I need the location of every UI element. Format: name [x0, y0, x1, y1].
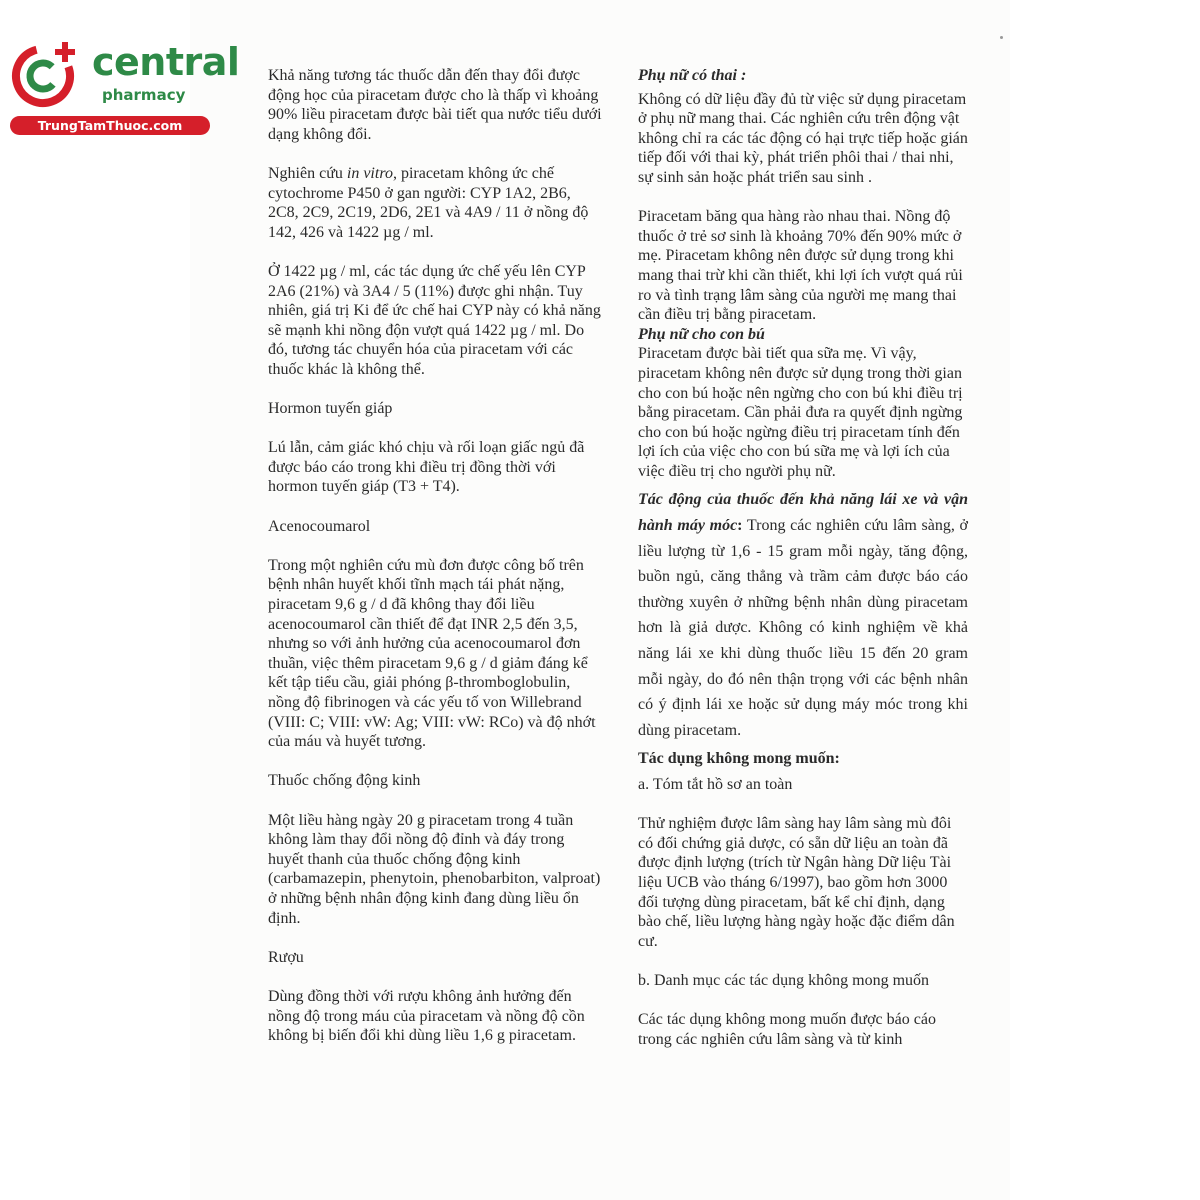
heading-adverse-effects: Tác dụng không mong muốn:: [638, 750, 840, 768]
heading-pregnancy: Phụ nữ có thai :: [638, 67, 747, 84]
paragraph-anticonvulsants: Một liều hàng ngày 20 g piracetam trong 4 tuần không làm thay đổi nồng độ đỉnh và đáy trong huyết thanh của thuốc chống động kinh (carbamazepin, phenytoin, phenobarbiton, valproat) ở những bệnh nhân động kinh đang dùng liều ổn định.: [268, 811, 601, 927]
paragraph-cyp-inhibition: Ở 1422 µg / ml, các tác dụng ức chế yếu lên CYP 2A6 (21%) và 3A4 / 5 (11%) được ghi nhận. Tuy nhiên, giá trị Ki để ức chế hai CYP này có khả năng sẽ mạnh khi nồng độn vượt quá 1422 µg / ml. Do đó, tương tác chuyển hóa của piracetam với các thuốc khác là không thể.: [268, 262, 601, 378]
paragraph-acenocoumarol: Trong một nghiên cứu mù đơn được công bố trên bệnh nhân huyết khối tĩnh mạch tái phát nặng, piracetam 9,6 g / d đã không thay đổi liều acenocoumarol cần thiết để đạt INR 2,5 đến 3,5, nhưng so với ảnh hưởng của acenocoumarol đơn thuần, việc thêm piracetam 9,6 g / d giảm đáng kể kết tập tiểu cầu, giải phóng β-thromboglobulin, nồng độ fibrinogen và các yếu tố von Willebrand (VIII: C; VIII: vW: Ag; VIII: vW: RCo) và độ nhớt của máu và huyết tương.: [268, 556, 596, 751]
scan-speck: [1000, 36, 1003, 39]
paragraph-safety-summary: Thử nghiệm được lâm sàng hay lâm sàng mù đôi có đối chứng giả dược, có sẵn dữ liệu an toàn đã được định lượng (trích từ Ngân hàng Dữ liệu Tài liệu UCB vào tháng 6/1997), bao gồm hơn 3000 đối tượng dùng piracetam, bất kể chỉ định, dạng bào chế, liều lượng hàng ngày hoặc đặc điểm dân cư.: [638, 815, 955, 950]
in-vitro-italic: in vitro: [346, 164, 393, 182]
heading-driving: Tác động của thuốc đến khả năng lái xe và vận hành máy móc: [638, 491, 968, 535]
right-column: [638, 66, 968, 1049]
subheading-safety-summary: a. Tóm tắt hồ sơ an toàn: [638, 776, 793, 793]
brand-url-badge[interactable]: TrungTamThuoc.com: [10, 116, 210, 135]
paragraph-adverse-list: Các tác dụng không mong muốn được báo cáo trong các nghiên cứu lâm sàng và từ kinh: [638, 1011, 936, 1048]
in-vitro-rest: , piracetam không ức chế cytochrome P450 ở gan người: CYP 1A2, 2B6, 2C8, 2C9, 2C19, 2D6, 2E1 và 4A9 / 11 ở nồng độ 142, 426 và 1422 µg / ml.: [268, 164, 589, 241]
in-vitro-prefix: Nghiên cứu: [268, 164, 347, 182]
paragraph-alcohol: Dùng đồng thời với rượu không ảnh hưởng đến nồng độ trong máu của piracetam và nồng độ cồn không bị biến đổi khi dùng liều 1,6 g piracetam.: [268, 987, 585, 1045]
paragraph-in-vitro: [268, 164, 603, 242]
heading-thyroid-hormone: Hormon tuyến giáp: [268, 400, 393, 418]
paragraph-thyroid-hormone: Lú lẫn, cảm giác khó chịu và rối loạn giấc ngủ đã được báo cáo trong khi điều trị đồng thời với hormon tuyến giáp (T3 + T4).: [268, 439, 585, 496]
subheading-adverse-list: b. Danh mục các tác dụng không mong muốn: [638, 971, 930, 989]
heading-alcohol: Rượu: [268, 948, 304, 966]
pharmacy-logo[interactable]: [10, 36, 240, 136]
heading-acenocoumarol: Acenocoumarol: [268, 517, 371, 535]
paragraph-placenta: Piracetam băng qua hàng rào nhau thai. Nồng độ thuốc ở trẻ sơ sinh là khoảng 70% đến 90% mức ở mẹ. Piracetam không nên được sử dụng trong khi mang thai trừ khi cần thiết, khi lợi ích vượt quá rủi ro và tình trạng lâm sàng của người mẹ mang thai cần điều trị bằng piracetam.: [638, 208, 963, 324]
paragraph-breastfeeding: Piracetam được bài tiết qua sữa mẹ. Vì vậy, piracetam không nên được sử dụng trong thời gian cho con bú hoặc nên ngừng cho con bú khi điều trị bằng piracetam. Cần phải đưa ra quyết định ngừng cho con bú hoặc ngừng điều trị piracetam tính đến lợi ích của việc cho con bú sữa mẹ và lợi ích của việc điều trị cho người phụ nữ.: [638, 345, 963, 480]
paragraph-pregnancy-data: Không có dữ liệu đầy đủ từ việc sử dụng piracetam ở phụ nữ mang thai. Các nghiên cứu trên động vật không chỉ ra các tác động có hại trực tiếp hoặc gián tiếp đối với thai kỳ, phát triển phôi thai / thai nhi, sự sinh sản hoặc phát triển sau sinh .: [638, 90, 968, 186]
paragraph-driving: [638, 487, 968, 743]
driving-text: Trong các nghiên cứu lâm sàng, ở liều lượng từ 1,6 - 15 gram mỗi ngày, tăng động, buồn ngủ, căng thẳng và trầm cảm được báo cáo thường xuyên ở những bệnh nhân dùng piracetam hơn là giả dược. Không có kinh nghiệm về khả năng lái xe khi dùng thuốc liều 15 đến 20 gram mỗi ngày, do đó nên thận trọng với các bệnh nhân có ý định lái xe hoặc sử dụng máy móc trong khi dùng piracetam.: [638, 517, 968, 739]
brand-name: central: [92, 40, 240, 84]
pharmacy-cross-icon: [10, 40, 80, 110]
heading-anticonvulsants: Thuốc chống động kinh: [268, 772, 421, 790]
left-column: [268, 66, 603, 1046]
heading-driving-colon: :: [737, 517, 743, 535]
heading-breastfeeding: Phụ nữ cho con bú: [638, 325, 765, 343]
paragraph-excretion: Khả năng tương tác thuốc dẫn đến thay đổi được động học của piracetam được cho là thấp vì khoảng 90% liều piracetam được bài tiết qua nước tiểu dưới dạng không đổi.: [268, 67, 602, 143]
brand-subname: pharmacy: [102, 86, 186, 104]
